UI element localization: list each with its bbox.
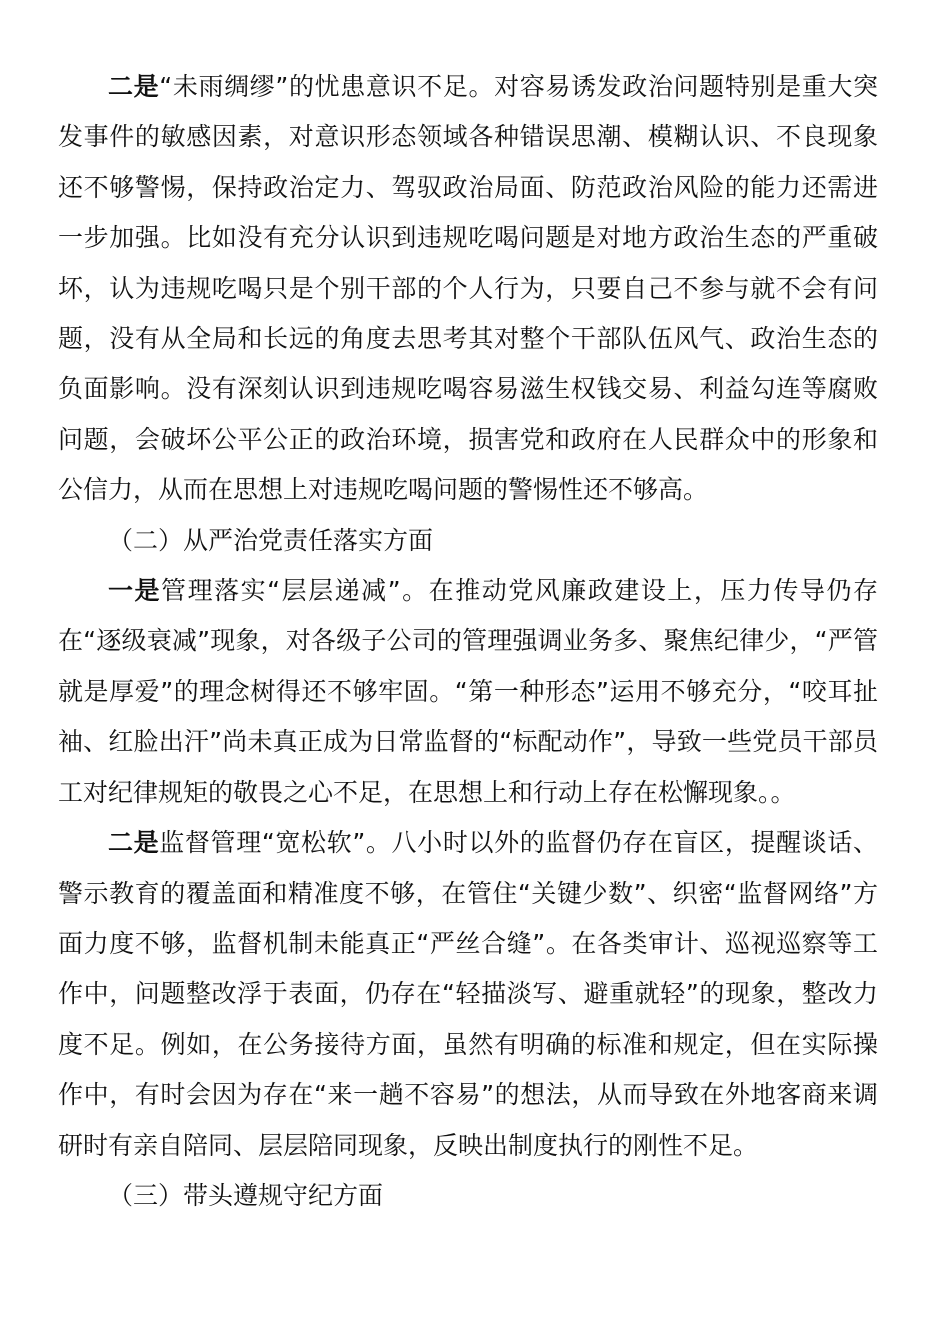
document-page [58, 62, 878, 1221]
paragraph-lead: 二是 [108, 828, 160, 858]
section-heading-discipline: （三）带头遵规守纪方面 [108, 1180, 384, 1210]
paragraph-lead: 二是 [108, 72, 160, 101]
paragraph-text: 管理落实“层层递减”。在推动党风廉政建设上，压力传导仍存在“逐级衰减”现象，对各级子公司的管理强调业务多、聚焦纪律少，“严管就是厚爱”的理念树得还不够牢固。“第一种形态”运用不够充分，“咬耳扯袖、红脸出汗”尚未真正成为日常监督的“标配动作”，导致一些党员干部员工对纪律规矩的敬畏之心不足，在思想上和行动上存在松懈现象。。 [58, 576, 878, 807]
paragraph-political-awareness [58, 62, 878, 516]
paragraph-text: “未雨绸缪”的忧患意识不足。对容易诱发政治问题特别是重大突发事件的敏感因素，对意识形态领域各种错误思潮、模糊认识、不良现象还不够警惕，保持政治定力、驾驭政治局面、防范政治风险的能力还需进一步加强。比如没有充分认识到违规吃喝问题是对地方政治生态的严重破坏，认为违规吃喝只是个别干部的个人行为，只要自己不参与就不会有问题，没有从全局和长远的角度去思考其对整个干部队伍风气、政治生态的负面影响。没有深刻认识到违规吃喝容易滋生权钱交易、利益勾连等腐败问题，会破坏公平公正的政治环境，损害党和政府在人民群众中的形象和公信力，从而在思想上对违规吃喝问题的警惕性还不够高。 [58, 72, 878, 505]
paragraph-text: 监督管理“宽松软”。八小时以外的监督仍存在盲区，提醒谈话、警示教育的覆盖面和精准度不够，在管住“关键少数”、织密“监督网络”方面力度不够，监督机制未能真正“严丝合缝”。在各类审计、巡视巡察等工作中，问题整改浮于表面，仍存在“轻描淡写、避重就轻”的现象，整改力度不足。例如，在公务接待方面，虽然有明确的标准和规定，但在实际操作中，有时会因为存在“来一趟不容易”的想法，从而导致在外地客商来调研时有亲自陪同、层层陪同现象，反映出制度执行的刚性不足。 [58, 828, 878, 1160]
paragraph-management-implementation [58, 566, 878, 818]
section-heading-party-responsibility: （二）从严治党责任落实方面 [108, 525, 434, 555]
paragraph-supervision-management [58, 818, 878, 1171]
paragraph-lead: 一是 [108, 576, 162, 606]
